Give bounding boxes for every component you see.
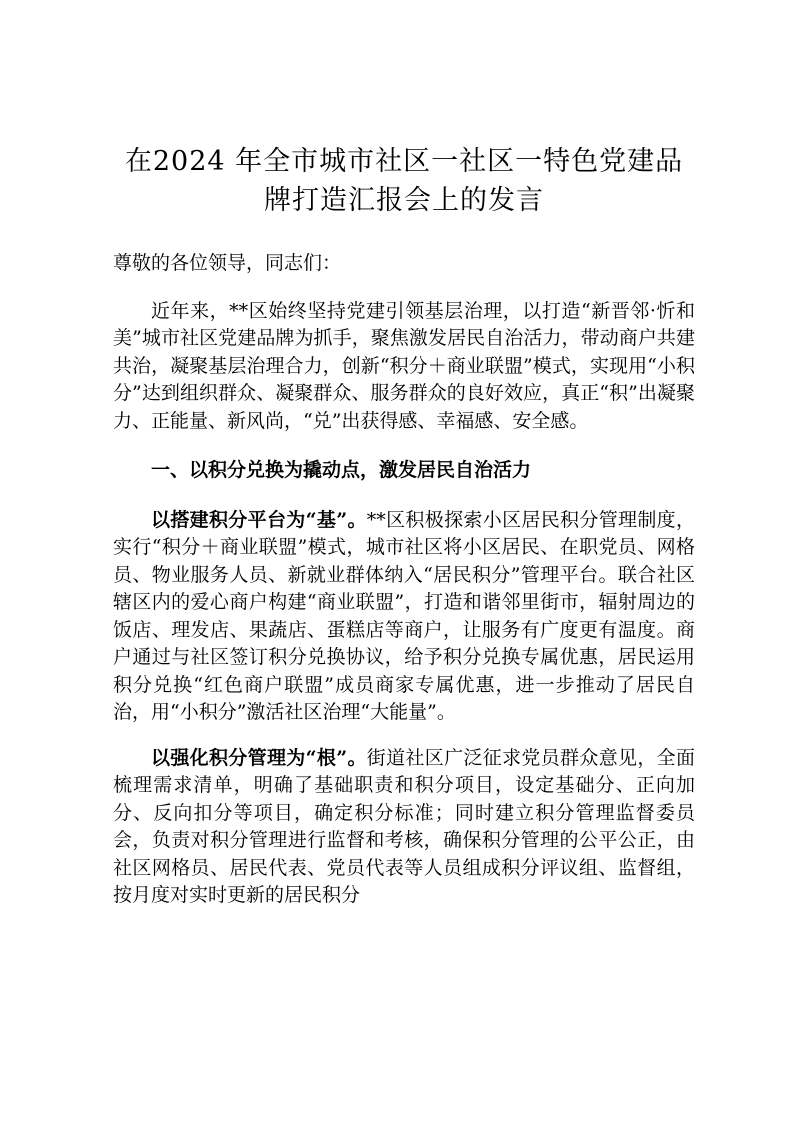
document-title: 在2024 年全市城市社区一社区一特色党建品牌打造汇报会上的发言 (124, 146, 684, 216)
paragraph-lead: 以搭建积分平台为“基”。 (151, 508, 367, 531)
paragraph-platform (113, 507, 695, 727)
intro-paragraph: 近年来，**区始终坚持党建引领基层治理，以打造“新晋邻·忻和美”城市社区党建品牌为抓手，聚焦激发居民自治活力，带动商户共建共治，凝聚基层治理合力，创新“积分＋商业联盟”模式，实现用“小积分”达到组织群众、凝聚群众、服务群众的良好效应，真正“积”出凝聚力、正能量、新风尚，“兑”出获得感、幸福感、安全感。 (113, 299, 695, 432)
section-heading: 一、以积分兑换为撬动点，激发居民自治活力 (151, 459, 532, 481)
paragraph-management (113, 745, 695, 910)
paragraph-body: **区积极探索小区居民积分管理制度，实行“积分＋商业联盟”模式，城市社区将小区居民、在职党员、网格员、物业服务人员、新就业群体纳入“居民积分”管理平台。联合社区辖区内的爱心商户构建“商业联盟”，打造和谐邻里街市，辐射周边的饭店、理发店、果蔬店、蛋糕店等商户，让服务有广度更有温度。商户通过与社区签订积分兑换协议，给予积分兑换专属优惠，居民运用积分兑换“红色商户联盟”成员商家专属优惠，进一步推动了居民自治，用“小积分”激活社区治理“大能量”。 (113, 508, 695, 723)
paragraph-body: 街道社区广泛征求党员群众意见，全面梳理需求清单，明确了基础职责和积分项目，设定基础分、正向加分、反向扣分等项目，确定积分标准；同时建立积分管理监督委员会，负责对积分管理进行监督和考核，确保积分管理的公平公正，由社区网格员、居民代表、党员代表等人员组成积分评议组、监督组，按月度对实时更新的居民积分 (113, 746, 695, 906)
paragraph-lead: 以强化积分管理为“根”。 (151, 746, 367, 769)
salutation: 尊敬的各位领导，同志们： (113, 252, 342, 274)
